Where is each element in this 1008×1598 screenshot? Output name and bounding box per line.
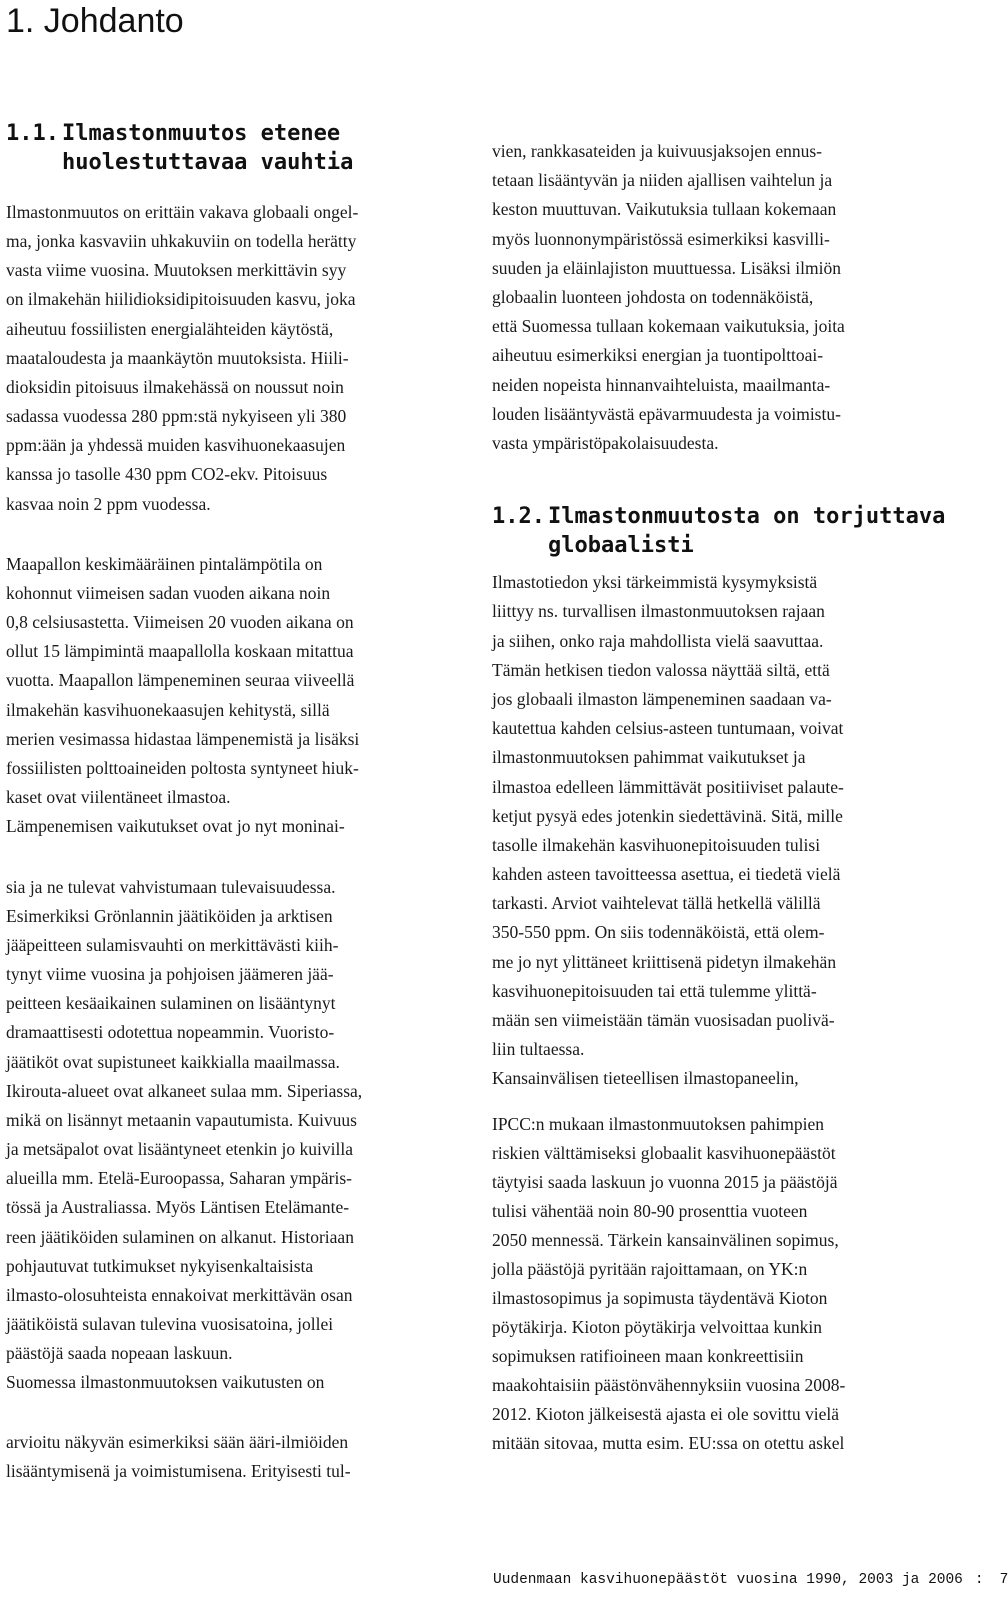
body-text-line: ollut 15 lämpimintä maapallolla koskaan mitattua — [6, 641, 354, 661]
section-title-line: Ilmastonmuutosta on torjuttava — [548, 504, 946, 529]
section-title-line: Ilmastonmuutos etenee — [62, 121, 341, 146]
body-text-line: liittyy ns. turvallisen ilmastonmuutoksen rajaan — [492, 601, 825, 621]
body-text-line: peitteen kesäaikainen sulaminen on lisääntynyt — [6, 993, 336, 1013]
body-text-line: tetaan lisääntyvän ja niiden ajallisen vaihtelun ja — [492, 170, 833, 190]
body-text-line: kahden asteen tavoitteessa asettua, ei tiedetä vielä — [492, 864, 841, 884]
body-text-line: tulisi vähentää noin 80-90 prosenttia vuoteen — [492, 1201, 808, 1221]
body-text-line: vien, rankkasateiden ja kuivuusjaksojen ennus- — [492, 141, 822, 161]
section-heading-1-1 — [6, 119, 353, 177]
body-text-line: lisääntymisenä ja voimistumisena. Erityisesti tul- — [6, 1461, 351, 1481]
body-text-line: dioksidin pitoisuus ilmakehässä on noussut noin — [6, 377, 344, 397]
section-title-line: huolestuttavaa vauhtia — [62, 150, 354, 175]
body-text-line: ketjut pysyä edes jotenkin siedettävinä. Sitä, mille — [492, 806, 843, 826]
body-text-line: ja siihen, onko raja mahdollista vielä saavuttaa. — [492, 631, 824, 651]
body-text-line: jäätiköistä sulavan tulevina vuosisatoina, jollei — [6, 1314, 334, 1334]
body-text-line: Ilmastonmuutos on erittäin vakava globaali ongel- — [6, 202, 359, 222]
body-text-line: me jo nyt ylittäneet kriittisenä pidetyn ilmakehän — [492, 952, 837, 972]
body-text-line: reen jäätiköiden sulaminen on alkanut. Historiaan — [6, 1227, 354, 1247]
body-text-line: ilmakehän kasvihuonekaasujen kehitystä, sillä — [6, 700, 330, 720]
body-text-line: riskien välttämiseksi globaalit kasvihuonepäästöt — [492, 1143, 836, 1163]
section-title-line: globaalisti — [548, 533, 694, 558]
body-text-line: pohjautuvat tutkimukset nykyisenkaltaisista — [6, 1256, 314, 1276]
body-text-line: 0,8 celsiusastetta. Viimeisen 20 vuoden aikana on — [6, 612, 354, 632]
body-text-line: Esimerkiksi Grönlannin jäätiköiden ja arktisen — [6, 906, 333, 926]
body-text-line: vuotta. Maapallon lämpeneminen seuraa viiveellä — [6, 670, 355, 690]
body-text-line: merien vesimassa hidastaa lämpenemistä ja lisäksi — [6, 729, 360, 749]
page-footer — [493, 1570, 1008, 1590]
body-text-line: on ilmakehän hiilidioksidipitoisuuden kasvu, joka — [6, 289, 356, 309]
body-text-line: kanssa jo tasolle 430 ppm CO2-ekv. Pitoisuus — [6, 464, 328, 484]
body-text-line: aiheutuu fossiilisten energialähteiden käytöstä, — [6, 319, 334, 339]
section-number: 1.1. — [6, 121, 59, 146]
body-text-line: myös luonnonympäristössä esimerkiksi kasvilli- — [492, 229, 830, 249]
body-text-line: mitään sitovaa, mutta esim. EU:ssa on otettu askel — [492, 1433, 845, 1453]
body-text-line: jos globaali ilmaston lämpeneminen saadaan va- — [492, 689, 832, 709]
body-text-line: Kansainvälisen tieteellisen ilmastopaneelin, — [492, 1068, 799, 1088]
body-text-line: jäätiköt ovat supistuneet kaikkialla maailmassa. — [6, 1052, 340, 1072]
body-text-line: Ikirouta-alueet ovat alkaneet sulaa mm. Siperiassa, — [6, 1081, 363, 1101]
body-text-line: Ilmastotiedon yksi tärkeimmistä kysymyksistä — [492, 572, 818, 592]
body-text-line: ilmastonmuutoksen pahimmat vaikutukset ja — [492, 747, 806, 767]
body-text-line: Maapallon keskimääräinen pintalämpötila on — [6, 554, 323, 574]
body-text-line: jääpeitteen sulamisvauhti on merkittävästi kiih- — [6, 935, 339, 955]
body-text-line: jolla päästöjä pyritään rajoittamaan, on YK:n — [492, 1259, 808, 1279]
body-text-line: tynyt viime vuosina ja pohjoisen jäämeren jää- — [6, 964, 334, 984]
body-text-line: liin tultaessa. — [492, 1039, 585, 1059]
section-heading-1-2 — [492, 502, 945, 560]
body-text-line: globaalin luonteen johdosta on todennäköistä, — [492, 287, 814, 307]
body-text-line: arvioitu näkyvän esimerkiksi sään ääri-ilmiöiden — [6, 1432, 349, 1452]
body-text-line: ja metsäpalot ovat lisääntyneet etenkin jo kuivilla — [6, 1139, 353, 1159]
body-text-line: päästöjä saada nopeaan laskuun. — [6, 1343, 233, 1363]
section-number: 1.2. — [492, 504, 545, 529]
chapter-title: 1. Johdanto — [6, 2, 184, 40]
body-text-line: mään sen viimeistään tämän vuosisadan puolivä- — [492, 1010, 835, 1030]
body-text-line: kaset ovat viilentäneet ilmastoa. — [6, 787, 231, 807]
body-text-line: suuden ja eläinlajiston muuttuessa. Lisäksi ilmiön — [492, 258, 841, 278]
body-text-line: tössä ja Australiassa. Myös Läntisen Etelämante- — [6, 1197, 350, 1217]
body-text-line: ma, jonka kasvaviin uhkakuviin on todella herätty — [6, 231, 357, 251]
body-text-line: pöytäkirja. Kioton pöytäkirja velvoittaa kunkin — [492, 1317, 822, 1337]
body-text-line: sadassa vuodessa 280 ppm:stä nykyiseen yli 380 — [6, 406, 347, 426]
body-text-line: Tämän hetkisen tiedon valossa näyttää siltä, että — [492, 660, 830, 680]
body-text-line: vasta viime vuosina. Muutoksen merkittävin syy — [6, 260, 347, 280]
body-text-line: Lämpenemisen vaikutukset ovat jo nyt moninai- — [6, 816, 345, 836]
body-text-line: alueilla mm. Etelä-Euroopassa, Saharan ympäris- — [6, 1168, 352, 1188]
body-text-line: tasolle ilmakehän kasvihuonepitoisuuden tulisi — [492, 835, 821, 855]
body-text-line: 2050 mennessä. Tärkein kansainvälinen sopimus, — [492, 1230, 839, 1250]
body-text-line: dramaattisesti odotettua nopeammin. Vuoristo- — [6, 1022, 335, 1042]
body-text-line: ilmasto-olosuhteista ennakoivat merkittävän osan — [6, 1285, 353, 1305]
page-number: 7 — [999, 1572, 1008, 1588]
body-text-line: kasvihuonepitoisuuden tai että tulemme ylittä- — [492, 981, 817, 1001]
body-text-line: kasvaa noin 2 ppm vuodessa. — [6, 494, 211, 514]
body-text-line: sia ja ne tulevat vahvistumaan tulevaisuudessa. — [6, 877, 336, 897]
footer-separator: : — [974, 1572, 984, 1588]
body-text-line: vasta ympäristöpakolaisuudesta. — [492, 433, 719, 453]
body-text-line: fossiilisten polttoaineiden poltosta syntyneet hiuk- — [6, 758, 359, 778]
body-text-line: että Suomessa tullaan kokemaan vaikutuksia, joita — [492, 316, 845, 336]
body-text-line: tarkasti. Arviot vaihtelevat tällä hetkellä välillä — [492, 893, 821, 913]
body-text-line: kautettua kahden celsius-asteen tuntumaan, voivat — [492, 718, 844, 738]
body-text-line: kohonnut viimeisen sadan vuoden aikana noin — [6, 583, 331, 603]
body-text-line: Suomessa ilmastonmuutoksen vaikutusten on — [6, 1372, 325, 1392]
body-text-line: ilmastoa edelleen lämmittävät positiiviset palaute- — [492, 777, 844, 797]
body-text-line: neiden nopeista hinnanvaihteluista, maailmanta- — [492, 375, 831, 395]
body-text-line: täytyisi saada laskuun jo vuonna 2015 ja päästöjä — [492, 1172, 838, 1192]
body-text-line: louden lisääntyvästä epävarmuudesta ja voimistu- — [492, 404, 841, 424]
body-text-line: keston muuttuvan. Vaikutuksia tullaan kokemaan — [492, 199, 837, 219]
body-text-line: 350-550 ppm. On siis todennäköistä, että olem- — [492, 922, 825, 942]
body-text-line: maakohtaisiin päästönvähennyksiin vuosina 2008- — [492, 1375, 846, 1395]
body-text-line: aiheutuu esimerkiksi energian ja tuontipolttoai- — [492, 345, 824, 365]
body-text-line: maataloudesta ja maankäytön muutoksista. Hiili- — [6, 348, 349, 368]
body-text-line: sopimuksen ratifioineen maan konkreettisiin — [492, 1346, 804, 1366]
body-text-line: mikä on lisännyt metaanin vapautumista. Kuivuus — [6, 1110, 357, 1130]
body-text-line: ilmastosopimus ja sopimusta täydentävä Kioton — [492, 1288, 828, 1308]
body-text-line: 2012. Kioton jälkeisestä ajasta ei ole sovittu vielä — [492, 1404, 840, 1424]
body-text-line: ppm:ään ja yhdessä muiden kasvihuonekaasujen — [6, 435, 346, 455]
footer-title: Uudenmaan kasvihuonepäästöt vuosina 1990, 2003 ja 2006 — [493, 1572, 963, 1588]
body-text-line: IPCC:n mukaan ilmastonmuutoksen pahimpien — [492, 1114, 824, 1134]
